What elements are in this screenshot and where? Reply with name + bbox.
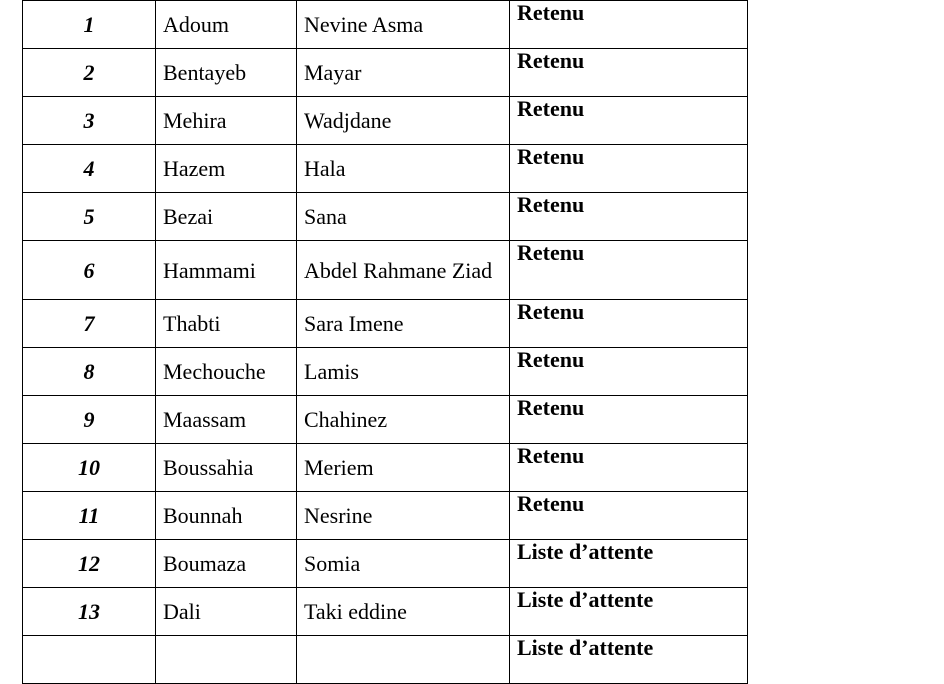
first-name: Hala xyxy=(297,145,510,193)
last-name: Dali xyxy=(156,588,297,636)
status: Retenu xyxy=(510,49,748,97)
table-row xyxy=(23,492,748,540)
first-name: Mayar xyxy=(297,49,510,97)
last-name: Adoum xyxy=(156,1,297,49)
first-name xyxy=(297,636,510,684)
last-name: Mechouche xyxy=(156,348,297,396)
status: Retenu xyxy=(510,193,748,241)
status: Liste d’attente xyxy=(510,636,748,684)
last-name: Bentayeb xyxy=(156,49,297,97)
table-row xyxy=(23,396,748,444)
table-row xyxy=(23,348,748,396)
status: Retenu xyxy=(510,492,748,540)
table-row xyxy=(23,636,748,684)
table-row xyxy=(23,97,748,145)
table-row xyxy=(23,1,748,49)
row-number: 8 xyxy=(23,348,156,396)
last-name: Bezai xyxy=(156,193,297,241)
first-name: Lamis xyxy=(297,348,510,396)
row-number: 9 xyxy=(23,396,156,444)
status: Retenu xyxy=(510,1,748,49)
table-row xyxy=(23,444,748,492)
first-name: Meriem xyxy=(297,444,510,492)
status: Retenu xyxy=(510,145,748,193)
row-number: 4 xyxy=(23,145,156,193)
table-row xyxy=(23,145,748,193)
first-name: Chahinez xyxy=(297,396,510,444)
first-name: Wadjdane xyxy=(297,97,510,145)
row-number: 2 xyxy=(23,49,156,97)
row-number: 3 xyxy=(23,97,156,145)
last-name: Mehira xyxy=(156,97,297,145)
row-number: 11 xyxy=(23,492,156,540)
first-name xyxy=(297,241,510,300)
table-row xyxy=(23,300,748,348)
row-number xyxy=(23,636,156,684)
row-number: 1 xyxy=(23,1,156,49)
table-row xyxy=(23,588,748,636)
status: Retenu xyxy=(510,241,748,300)
first-name: Nesrine xyxy=(297,492,510,540)
first-name: Sana xyxy=(297,193,510,241)
first-name: Taki eddine xyxy=(297,588,510,636)
row-number: 13 xyxy=(23,588,156,636)
row-number: 5 xyxy=(23,193,156,241)
row-number: 7 xyxy=(23,300,156,348)
status: Retenu xyxy=(510,97,748,145)
table-row xyxy=(23,49,748,97)
results-table xyxy=(22,0,748,684)
last-name: Boumaza xyxy=(156,540,297,588)
last-name: Thabti xyxy=(156,300,297,348)
first-name: Somia xyxy=(297,540,510,588)
status: Liste d’attente xyxy=(510,540,748,588)
table-row xyxy=(23,193,748,241)
row-number: 6 xyxy=(23,241,156,300)
last-name: Hammami xyxy=(156,241,297,300)
status: Liste d’attente xyxy=(510,588,748,636)
first-name: Nevine Asma xyxy=(297,1,510,49)
last-name: Maassam xyxy=(156,396,297,444)
last-name: Hazem xyxy=(156,145,297,193)
last-name: Bounnah xyxy=(156,492,297,540)
status: Retenu xyxy=(510,444,748,492)
row-number: 10 xyxy=(23,444,156,492)
status: Retenu xyxy=(510,396,748,444)
first-name-text: Abdel Rahmane Ziad xyxy=(304,257,493,283)
first-name: Sara Imene xyxy=(297,300,510,348)
status: Retenu xyxy=(510,348,748,396)
last-name: Boussahia xyxy=(156,444,297,492)
last-name xyxy=(156,636,297,684)
table-row xyxy=(23,241,748,300)
table-row xyxy=(23,540,748,588)
status: Retenu xyxy=(510,300,748,348)
row-number: 12 xyxy=(23,540,156,588)
